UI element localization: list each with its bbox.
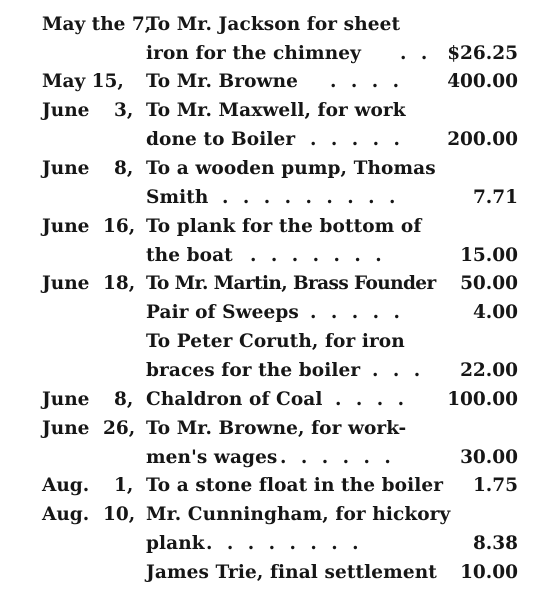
ledger-line (0, 386, 551, 414)
ledger-line (0, 357, 551, 385)
ledger-line (0, 242, 551, 270)
entry-amount: 400.00 (447, 71, 518, 92)
entry-day: 16, (103, 216, 136, 237)
ledger-line (0, 530, 551, 558)
dot-leader: . . . . . . . (250, 245, 386, 266)
entry-date: Aug. (42, 475, 90, 496)
entry-description: To plank for the bottom of (146, 216, 422, 237)
entry-amount: $26.25 (447, 43, 518, 64)
entry-amount: 10.00 (460, 562, 518, 583)
entry-description: To Mr. Browne, for work- (146, 418, 407, 439)
entry-description: Chaldron of Coal (146, 389, 323, 410)
entry-amount: 200.00 (447, 129, 518, 150)
ledger-line (0, 97, 551, 125)
entry-description: To a wooden pump, Thomas (146, 158, 436, 179)
ledger-line (0, 11, 551, 39)
dot-leader: . . . . . (310, 302, 404, 323)
dot-leader: . . . . (330, 71, 404, 92)
entry-description: braces for the boiler (146, 360, 361, 381)
entry-description: plank (146, 533, 205, 554)
entry-amount: 1.75 (472, 475, 518, 496)
entry-amount: 4.00 (472, 302, 518, 323)
dot-leader: . . . (372, 360, 425, 381)
entry-day: 1, (114, 475, 134, 496)
entry-description: men's wages (146, 447, 278, 468)
ledger-line (0, 68, 551, 96)
dot-leader: . . (400, 43, 432, 64)
ledger-line (0, 415, 551, 443)
dot-leader: . . . . (335, 389, 409, 410)
entry-date: June (42, 216, 90, 237)
entry-amount: 8.38 (472, 533, 518, 554)
entry-date: June (42, 100, 90, 121)
entry-amount: 50.00 (460, 273, 518, 294)
ledger-line (0, 40, 551, 68)
entry-description: To a stone float in the boiler (146, 475, 444, 496)
entry-date: Aug. (42, 504, 90, 525)
entry-amount: 15.00 (460, 245, 518, 266)
entry-description: James Trie, final settlement (146, 562, 437, 583)
entry-description: To Peter Coruth, for iron (146, 331, 405, 352)
entry-description: iron for the chimney (146, 43, 361, 64)
ledger-line (0, 155, 551, 183)
dot-leader: . . . . . . . . . (222, 187, 400, 208)
entry-amount: 7.71 (472, 187, 518, 208)
entry-amount: 22.00 (460, 360, 518, 381)
dot-leader: . . . . . (310, 129, 404, 150)
entry-day: 8, (114, 158, 134, 179)
entry-description: To Mr. Martin, Brass Founder (146, 273, 436, 294)
entry-date: June (42, 273, 90, 294)
entry-day: 10, (103, 504, 136, 525)
entry-date: June (42, 418, 90, 439)
ledger-line (0, 126, 551, 154)
ledger-line (0, 328, 551, 356)
entry-description: done to Boiler (146, 129, 296, 150)
entry-date: May 15, (42, 71, 124, 92)
entry-description: the boat (146, 245, 233, 266)
entry-amount: 100.00 (447, 389, 518, 410)
entry-amount: 30.00 (460, 447, 518, 468)
ledger-line (0, 270, 551, 298)
entry-description: Smith (146, 187, 209, 208)
entry-day: 18, (103, 273, 136, 294)
dot-leader: . . . . . . (280, 447, 395, 468)
ledger-line (0, 559, 551, 587)
ledger-line (0, 501, 551, 529)
entry-description: To Mr. Browne (146, 71, 299, 92)
entry-day: 26, (103, 418, 136, 439)
ledger-line (0, 184, 551, 212)
entry-description: To Mr. Maxwell, for work (146, 100, 406, 121)
dot-leader: . . . . . . . . (206, 533, 363, 554)
ledger-line (0, 299, 551, 327)
entry-description: Mr. Cunningham, for hickory (146, 504, 451, 525)
entry-day: 3, (114, 100, 134, 121)
entry-date: June (42, 158, 90, 179)
entry-date: June (42, 389, 90, 410)
entry-day: 8, (114, 389, 134, 410)
entry-description: To Mr. Jackson for sheet (146, 14, 401, 35)
ledger-line (0, 213, 551, 241)
entry-description: Pair of Sweeps (146, 302, 299, 323)
ledger-line (0, 472, 551, 500)
entry-date: May the 7, (42, 14, 152, 35)
ledger-line (0, 444, 551, 472)
